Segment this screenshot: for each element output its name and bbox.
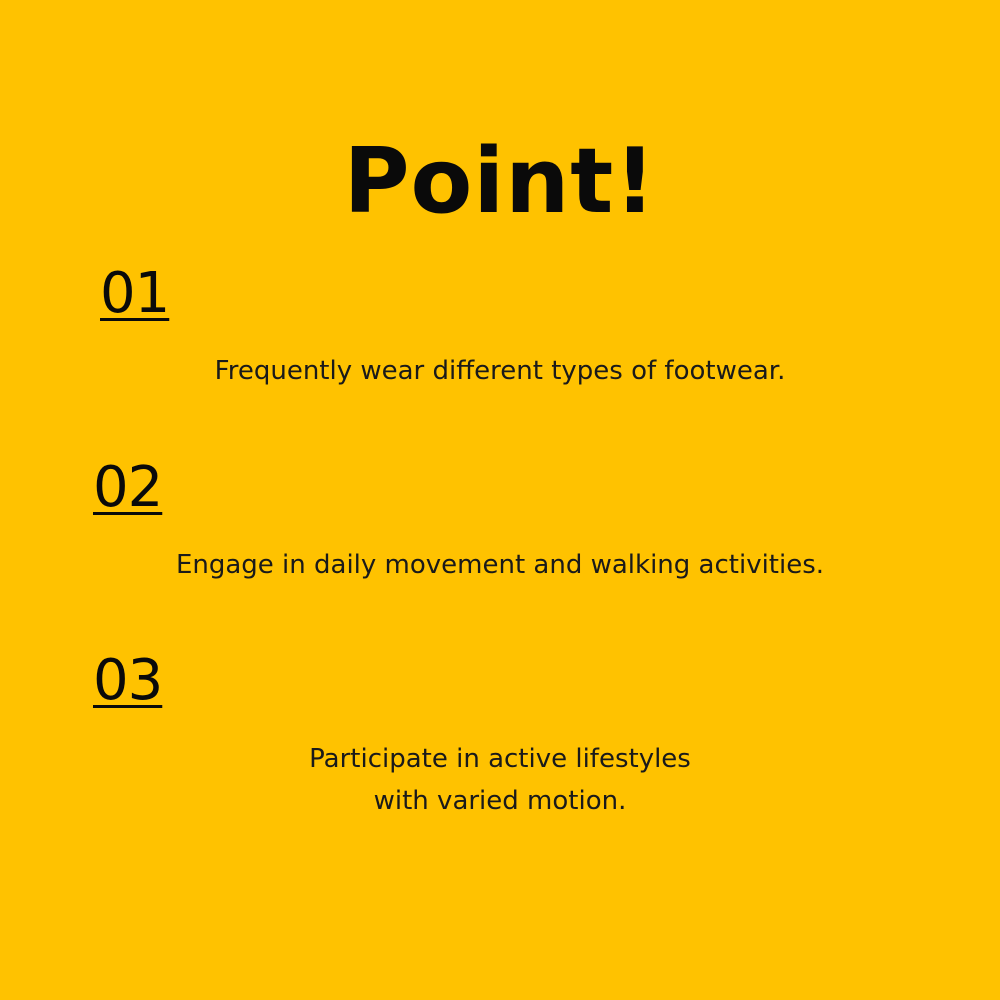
point-text-02: Engage in daily movement and walking activities. [175, 550, 825, 580]
page-title: Point! [343, 129, 657, 234]
point-number-02: 02 [93, 455, 163, 520]
point-text-03-line-2: with varied motion. [373, 786, 627, 816]
point-text-01: Frequently wear different types of footwear. [214, 356, 786, 386]
point-number-01: 01 [100, 261, 170, 326]
point-text-03-line-1: Participate in active lifestyles [309, 744, 691, 774]
point-text-03 [0, 738, 1000, 822]
point-number-03: 03 [93, 648, 163, 713]
